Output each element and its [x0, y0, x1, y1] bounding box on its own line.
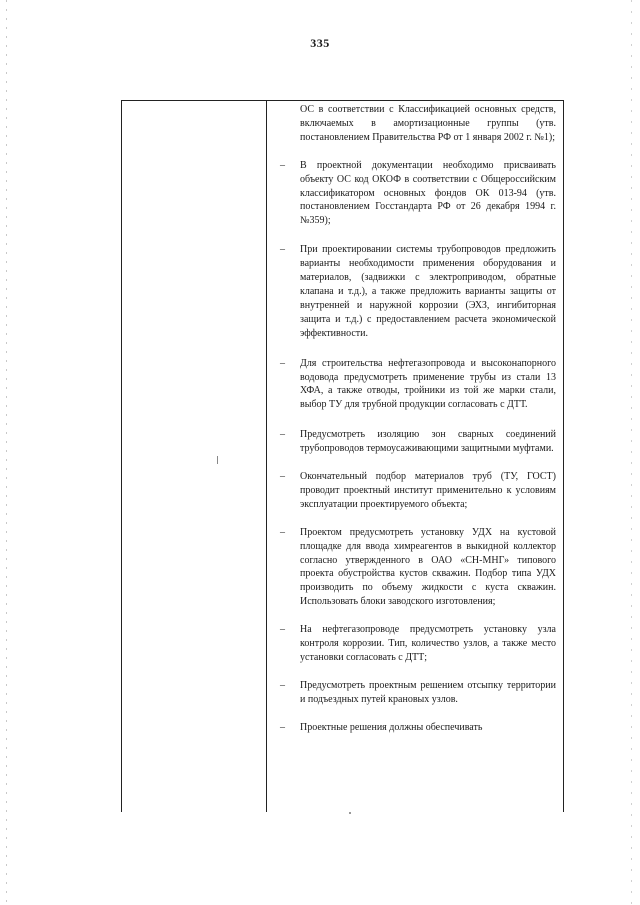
- requirement-text: Предусмотреть изоляцию зон сварных соединений трубопроводов термоусаживающими защитными муфтами.: [300, 429, 556, 455]
- requirement-item-7: [278, 526, 556, 609]
- requirement-item-5: [278, 428, 556, 456]
- requirement-item-2: [278, 159, 556, 229]
- requirement-text: Для строительства нефтегазопровода и высоконапорного водовода предусмотреть применение трубы из стали 13 ХФА, а также отводы, тройники из той же марки стали, выбор ТУ для трубной продукции согласовать с ДТТ.: [300, 357, 556, 411]
- requirement-item-9: [278, 679, 556, 707]
- requirement-item-1: [278, 103, 556, 145]
- requirement-text: В проектной документации необходимо присваивать объекту ОС код ОКОФ в соответствии с Общероссийским классификатором основных фондов ОК 013-94 (утв. постановлением Госстандарта РФ от 26 декабря 1994 г. №359);: [300, 159, 556, 227]
- item-dash: –: [280, 357, 285, 369]
- table-column-divider: [266, 100, 267, 812]
- requirement-text: Предусмотреть проектным решением отсыпку территории и подъездных путей крановых узлов.: [300, 679, 556, 705]
- left-column-mark: [217, 456, 218, 464]
- requirement-item-10: [278, 721, 556, 735]
- scan-edge-right: [631, 0, 632, 905]
- scan-speck: [349, 812, 351, 814]
- requirement-item-4: [278, 357, 556, 413]
- requirement-item-6: [278, 470, 556, 512]
- requirement-text: На нефтегазопроводе предусмотреть установку узла контроля коррозии. Тип, количество узлов, а также место установки согласовать с ДТТ;: [300, 624, 556, 663]
- item-dash: –: [280, 721, 285, 733]
- requirement-text: ОС в соответствии с Классификацией основных средств, включаемых в амортизационные группы (утв. постановлением Правительства РФ от 1 января 2002 г. №1);: [300, 104, 556, 143]
- item-dash: –: [280, 624, 285, 636]
- item-dash: –: [280, 679, 285, 691]
- item-dash: –: [280, 429, 285, 441]
- item-dash: –: [280, 471, 285, 483]
- requirement-text: При проектировании системы трубопроводов предложить варианты необходимости применения оборудования и материалов, (задвижки с электроприводом, обратные клапана и т.д.), а также предложить варианты защиты от внутренней и наружной коррозии (ЭХЗ, ингибиторная защита и т.д.) с предоставлением расчета экономической эффективности.: [300, 244, 556, 339]
- requirement-item-8: [278, 623, 556, 665]
- requirement-text: Проектом предусмотреть установку УДХ на кустовой площадке для ввода химреагентов в выкидной коллектор согласно утвержденного в ОАО «СН-МНГ» типового проекта обустройства кустов скважин. Подбор типа УДХ производить по объему жидкости с куста скважин. Использовать блоки заводского изготовления;: [300, 526, 556, 608]
- scan-edge-left: [6, 0, 7, 905]
- requirements-column: [278, 103, 556, 735]
- item-dash: –: [280, 159, 285, 171]
- item-dash: –: [280, 244, 285, 256]
- page-number: 335: [310, 36, 330, 50]
- requirement-item-3: [278, 243, 556, 340]
- requirement-text: Окончательный подбор материалов труб (ТУ, ГОСТ) проводит проектный институт применительно к условиям эксплуатации проектируемого объекта;: [300, 471, 556, 510]
- requirement-text: Проектные решения должны обеспечивать: [300, 721, 483, 733]
- item-dash: –: [280, 526, 285, 538]
